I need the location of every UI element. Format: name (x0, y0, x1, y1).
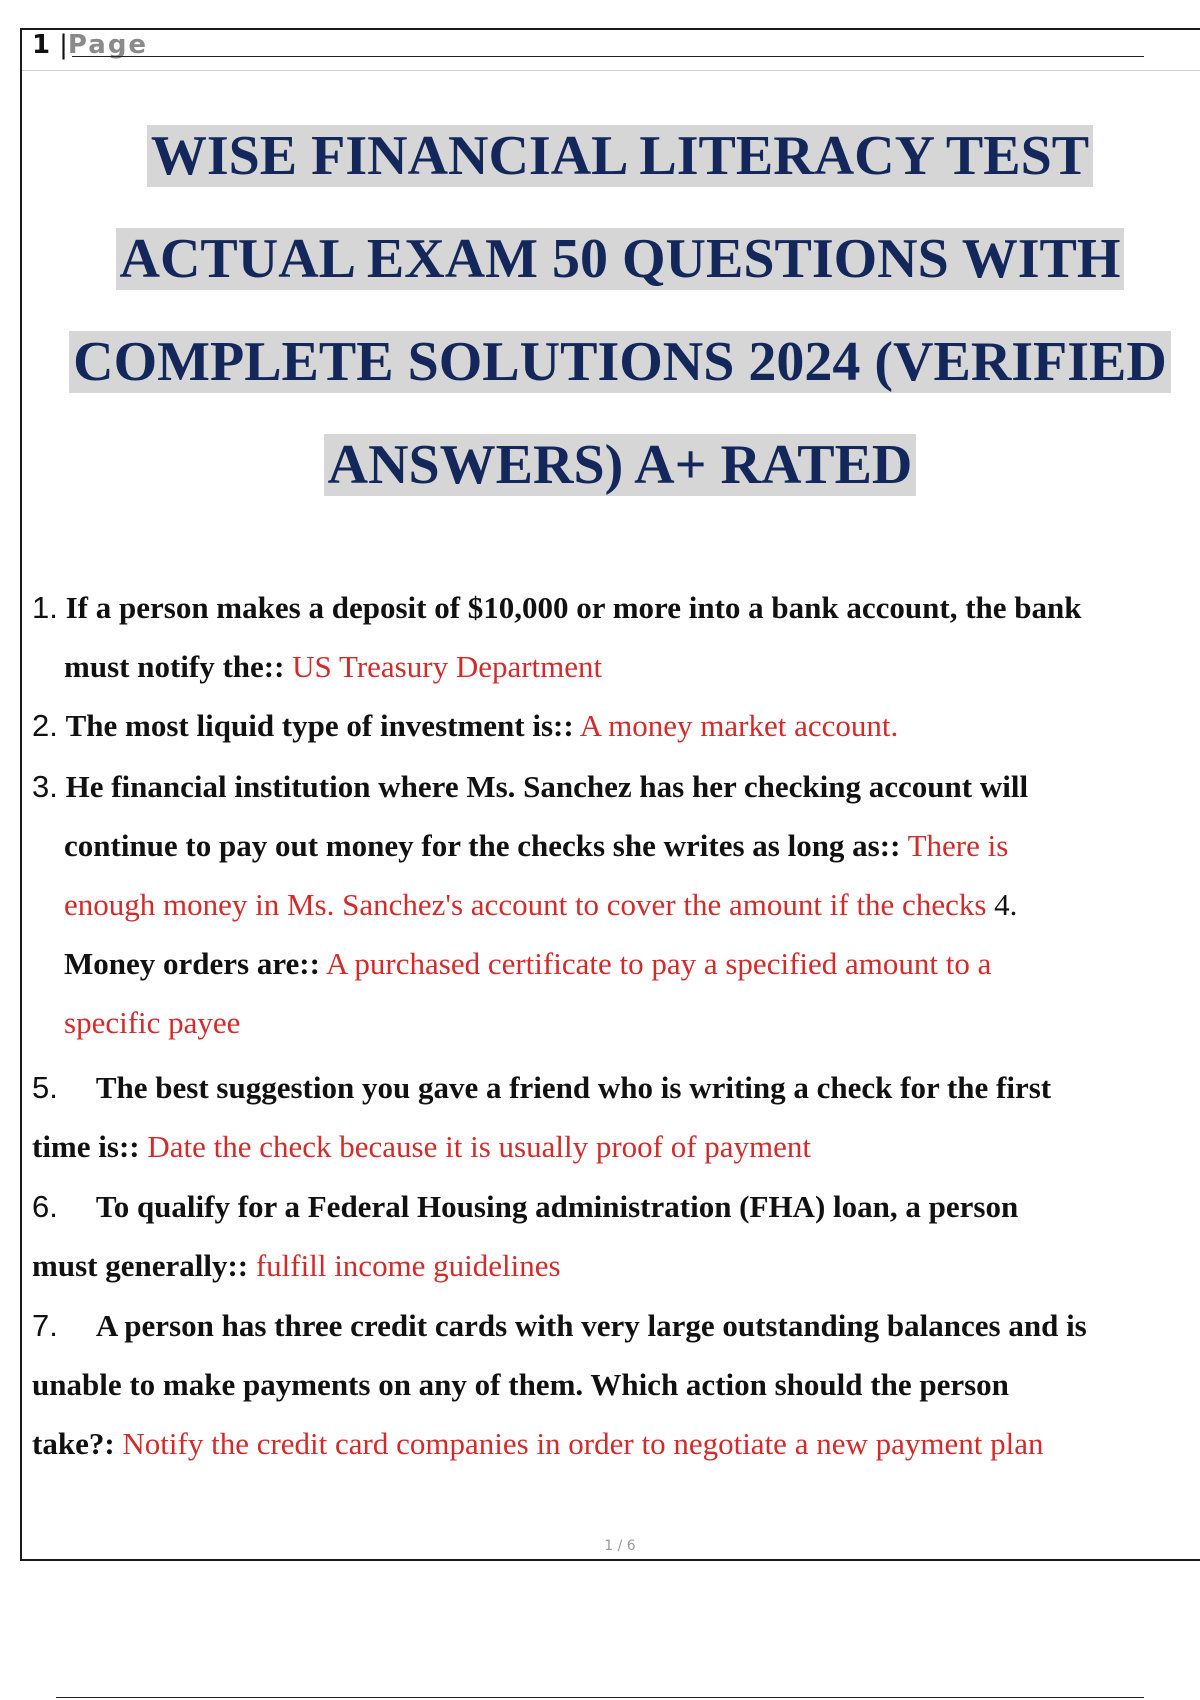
question-number: 2. (32, 708, 58, 743)
answer-text: fulfill income guidelines (255, 1248, 561, 1283)
question-number: 3. (32, 769, 58, 804)
question-7 (32, 1296, 1200, 1473)
question-text: To qualify for a Federal Housing administration (FHA) loan, a person (95, 1189, 1019, 1224)
title-line-3: COMPLETE SOLUTIONS 2024 (VERIFIED (0, 328, 1200, 396)
question-text: If a person makes a deposit of $10,000 or more into a bank account, the bank (65, 590, 1082, 625)
title-line-4: ANSWERS) A+ RATED (0, 431, 1200, 499)
question-text: must generally:: (32, 1248, 249, 1283)
header-subdivider (22, 70, 1200, 71)
answer-text: Date the check because it is usually proof of payment (147, 1129, 812, 1164)
page-number: 1 (32, 30, 51, 60)
question-text: continue to pay out money for the checks she writes as long as:: (64, 828, 901, 863)
question-number: 5. (32, 1070, 58, 1105)
question-3 (32, 757, 1200, 1052)
answer-text: There is (907, 828, 1009, 863)
title-line-2: ACTUAL EXAM 50 QUESTIONS WITH (0, 225, 1200, 293)
question-text: take?: (32, 1426, 115, 1461)
question-5 (32, 1058, 1200, 1176)
question-6 (32, 1177, 1200, 1295)
question-text: The most liquid type of investment is:: (65, 708, 574, 743)
answer-text: A money market account. (579, 708, 899, 743)
question-number: 6. (32, 1189, 58, 1224)
question-number: 1. (32, 590, 58, 625)
question-text: He financial institution where Ms. Sanchez has her checking account will (65, 769, 1029, 804)
question-text: The best suggestion you gave a friend who is writing a check for the first (95, 1070, 1052, 1105)
question-text: time is:: (32, 1129, 140, 1164)
answer-text: US Treasury Department (292, 649, 603, 684)
question-text: unable to make payments on any of them. Which action should the person (32, 1367, 1009, 1402)
answer-text: Notify the credit card companies in order to negotiate a new payment plan (122, 1426, 1044, 1461)
question-2 (32, 696, 1200, 755)
question-1 (32, 578, 1200, 696)
question-number: 7. (32, 1308, 58, 1343)
title-line-1: WISE FINANCIAL LITERACY TEST (0, 122, 1200, 190)
answer-text: A purchased certificate to pay a specified amount to a (326, 946, 992, 981)
question-text: A person has three credit cards with very large outstanding balances and is (95, 1308, 1087, 1343)
answer-text: enough money in Ms. Sanchez's account to cover the amount if the checks (64, 887, 987, 922)
page-counter: 1 / 6 (604, 1538, 636, 1554)
answer-text: specific payee (64, 1005, 241, 1040)
question-4-text: Money orders are:: (64, 946, 320, 981)
next-page-header-divider (56, 1697, 1144, 1698)
header-divider (72, 56, 1144, 57)
page-label: Page (67, 30, 149, 60)
header-separator: | (59, 30, 68, 60)
question-number: 4. (994, 887, 1018, 922)
question-text: must notify the:: (64, 649, 285, 684)
